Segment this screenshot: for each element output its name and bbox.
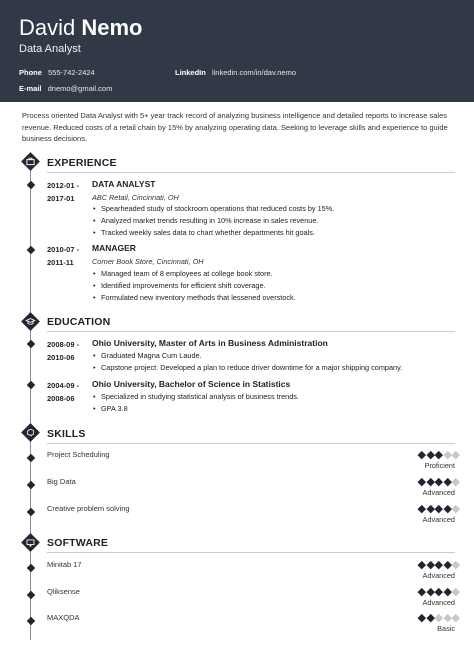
experience-1-org: ABC Retail, Cincinnati, OH — [92, 193, 179, 202]
list-item: • Managed team of 8 employees at college book store. — [92, 268, 296, 280]
experience-heading: EXPERIENCE — [47, 157, 117, 169]
list-item: • Formulated new inventory methods that lessened overstock. — [92, 292, 296, 304]
rating-diamond — [443, 478, 451, 486]
software-3-rating — [419, 614, 459, 622]
experience-2-org: Corner Book Store, Cincinnati, OH — [92, 257, 204, 266]
list-item: • Specialized in studying statistical analysis of business trends. — [92, 391, 299, 403]
rating-diamond — [452, 614, 460, 622]
rating-diamond — [426, 505, 434, 513]
rating-diamond — [435, 614, 443, 622]
rating-diamond — [435, 505, 443, 513]
rating-diamond — [443, 505, 451, 513]
rating-diamond — [418, 588, 426, 596]
rating-diamond — [443, 451, 451, 459]
experience-1-date: 2012-01 - 2017-01 — [47, 181, 80, 203]
phone-value: 555-742-2424 — [48, 68, 95, 77]
timeline-marker — [27, 508, 35, 516]
skill-1-name: Project Scheduling — [47, 450, 110, 459]
contact-email — [19, 84, 112, 94]
rating-diamond — [452, 478, 460, 486]
rating-diamond — [443, 561, 451, 569]
skill-2-name: Big Data — [47, 477, 76, 486]
software-3-name: MAXQDA — [47, 613, 80, 622]
experience-1-bullets — [92, 203, 334, 239]
rating-diamond — [418, 451, 426, 459]
skill-1-rating — [419, 451, 459, 459]
timeline-marker — [27, 481, 35, 489]
software-2-level: Advanced — [422, 598, 455, 607]
section-divider — [47, 172, 455, 173]
education-2-bullets — [92, 391, 299, 415]
list-item: • Capstone project: Developed a plan to reduce driver downtime for a major shipping company. — [92, 362, 402, 374]
experience-2-bullets — [92, 268, 296, 304]
resume-header — [0, 0, 474, 102]
software-heading: SOFTWARE — [47, 537, 109, 549]
rating-diamond — [426, 451, 434, 459]
education-2-degree: Ohio University, Bachelor of Science in Statistics — [92, 379, 291, 389]
contact-linkedin — [175, 68, 296, 78]
experience-2-role: MANAGER — [92, 243, 136, 253]
software-3-level: Basic — [437, 624, 455, 633]
skill-3-rating — [419, 505, 459, 513]
software-2-rating — [419, 588, 459, 596]
rating-diamond — [418, 505, 426, 513]
skill-3-level: Advanced — [422, 515, 455, 524]
skill-3-name: Creative problem solving — [47, 504, 130, 513]
timeline-marker — [27, 617, 35, 625]
contact-phone — [19, 68, 95, 78]
list-item: • Graduated Magna Cum Laude. — [92, 350, 402, 362]
job-title: Data Analyst — [19, 43, 81, 55]
list-item: • Spearheaded study of stockroom operations that reduced costs by 15%. — [92, 203, 334, 215]
skills-heading: SKILLS — [47, 428, 86, 440]
education-1-date: 2008-09 - 2010-06 — [47, 340, 80, 362]
section-divider — [47, 331, 455, 332]
rating-diamond — [452, 561, 460, 569]
timeline-marker — [27, 246, 35, 254]
rating-diamond — [452, 505, 460, 513]
rating-diamond — [426, 588, 434, 596]
list-item: • Analyzed market trends resulting in 10% increase in sales revenue. — [92, 215, 334, 227]
email-label: E-mail — [19, 84, 42, 93]
software-2-name: Qliksense — [47, 587, 80, 596]
graduation-cap-icon — [21, 312, 40, 331]
rating-diamond — [443, 588, 451, 596]
education-2-date: 2004-09 - 2008-06 — [47, 381, 80, 403]
education-1-bullets — [92, 350, 402, 374]
timeline-marker — [27, 564, 35, 572]
software-1-rating — [419, 561, 459, 569]
list-item: • Tracked weekly sales data to chart whether departments hit goals. — [92, 227, 334, 239]
timeline-marker — [27, 181, 35, 189]
rating-diamond — [418, 478, 426, 486]
rating-diamond — [426, 561, 434, 569]
rating-diamond — [426, 614, 434, 622]
list-item: • GPA 3.8 — [92, 403, 299, 415]
rating-diamond — [443, 614, 451, 622]
rating-diamond — [435, 588, 443, 596]
professional-summary: Process oriented Data Analyst with 5+ year track record of analyzing business intelligence and detailed reports to increase sales revenue. Reduced costs of a retail chain by 15% by analyzing operating data. Seeking to leverage skills and experience to guide business decisions. — [22, 111, 448, 143]
skill-1-level: Proficient — [424, 461, 455, 470]
rating-diamond — [452, 588, 460, 596]
section-divider — [47, 443, 455, 444]
timeline-marker — [27, 381, 35, 389]
timeline-marker — [27, 454, 35, 462]
skill-2-rating — [419, 478, 459, 486]
list-item: • Identified improvements for efficient shift coverage. — [92, 280, 296, 292]
education-1-degree: Ohio University, Master of Arts in Business Administration — [92, 338, 328, 348]
rating-diamond — [452, 451, 460, 459]
rating-diamond — [435, 561, 443, 569]
experience-2-date: 2010-07 - 2011-11 — [47, 245, 80, 267]
rating-diamond — [435, 451, 443, 459]
linkedin-label: LinkedIn — [175, 68, 206, 77]
software-1-level: Advanced — [422, 571, 455, 580]
last-name: Nemo — [81, 15, 143, 40]
brain-icon — [21, 423, 40, 442]
first-name: David — [19, 15, 76, 40]
software-1-name: Minitab 17 — [47, 560, 82, 569]
timeline-marker — [27, 340, 35, 348]
rating-diamond — [418, 561, 426, 569]
phone-label: Phone — [19, 68, 42, 77]
briefcase-icon — [21, 152, 40, 171]
experience-1-role: DATA ANALYST — [92, 179, 156, 189]
linkedin-link[interactable]: linkedin.com/in/dav.nemo — [211, 68, 297, 77]
rating-diamond — [426, 478, 434, 486]
skill-2-level: Advanced — [422, 488, 455, 497]
rating-diamond — [418, 614, 426, 622]
candidate-name — [19, 16, 143, 40]
timeline-marker — [27, 591, 35, 599]
section-divider — [47, 552, 455, 553]
email-link[interactable]: dnemo@gmail.com — [47, 84, 113, 93]
education-heading: EDUCATION — [47, 316, 111, 328]
monitor-icon — [21, 533, 40, 552]
rating-diamond — [435, 478, 443, 486]
